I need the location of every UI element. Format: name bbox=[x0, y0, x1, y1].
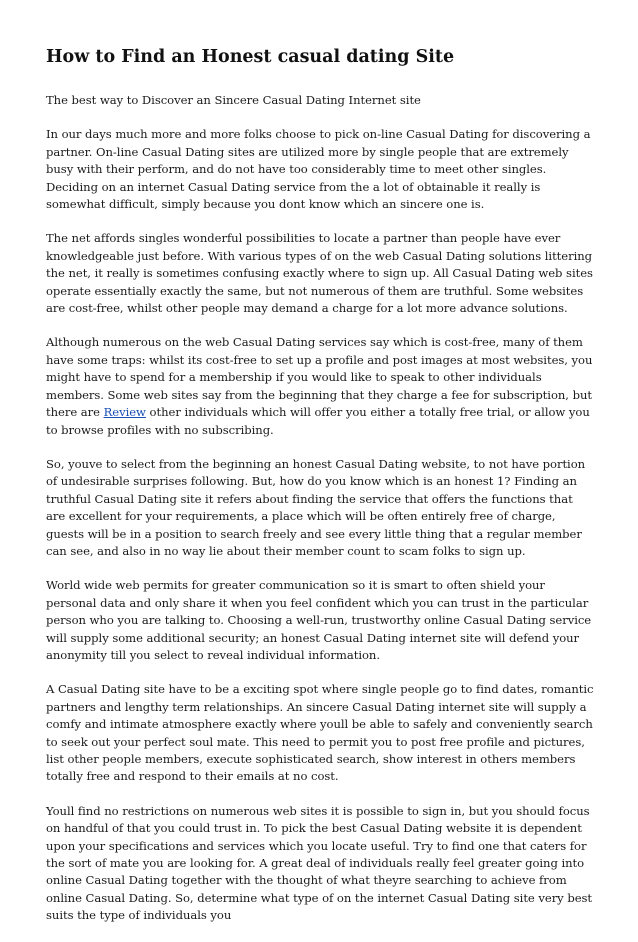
paragraph-3 bbox=[46, 334, 594, 438]
subtitle: The best way to Discover an Sincere Casual Dating Internet site bbox=[46, 93, 421, 107]
review-link[interactable]: Review bbox=[103, 405, 146, 420]
paragraph-3-text-before: Although numerous on the web Casual Dating services say which is cost-free, many of them have some traps: whilst its cost-free to set up a profile and post images at most websites, you might have to spend for a membership if you would like to speak to other individuals members. Some web sites say from the beginning that they charge a fee for subscription, but there are bbox=[46, 335, 593, 420]
page-title: How to Find an Honest casual dating Site bbox=[46, 47, 455, 67]
paragraph-7: Youll find no restrictions on numerous web sites it is possible to sign in, but you should focus on handful of that you could trust in. To pick the best Casual Dating website it is dependent upon your specifications and services which you locate useful. Try to find one that caters for the sort of mate you are looking for. A great deal of individuals really feel greater going into online Casual Dating together with the thought of what theyre searching to achieve from online Casual Dating. So, determine what type of on the internet Casual Dating site very best suits the type of individuals you bbox=[46, 803, 593, 923]
paragraph-6: A Casual Dating site have to be a exciting spot where single people go to find dates, romantic partners and lengthy term relationships. An sincere Casual Dating internet site will supply a comfy and intimate atmosphere exactly where youll be able to safely and conveniently search to seek out your perfect soul mate. This need to permit you to post free profile and pictures, list other people members, execute sophisticated search, show interest in others members totally free and respond to their emails at no cost. bbox=[46, 682, 594, 784]
paragraph-3-text-after: other individuals which will offer you either a totally free trial, or allow you to browse profiles with no subscribing. bbox=[46, 405, 590, 437]
paragraph-2: The net affords singles wonderful possibilities to locate a partner than people have ever knowledgeable just before. With various types of on the web Casual Dating solutions littering the net, it really is sometimes confusing exactly where to sign up. All Casual Dating web sites operate essentially exactly the same, but not numerous of them are truthful. Some websites are cost-free, whilst other people may demand a charge for a lot more advance solutions. bbox=[46, 231, 593, 316]
document-page bbox=[46, 46, 594, 942]
paragraph-1: In our days much more and more folks choose to pick on-line Casual Dating for discovering a partner. On-line Casual Dating sites are utilized more by single people that are extremely busy with their perform, and do not have too considerably time to meet other singles. Deciding on an internet Casual Dating service from the a lot of obtainable it really is somewhat difficult, simply because you dont know which an sincere one is. bbox=[46, 127, 591, 212]
paragraph-5: World wide web permits for greater communication so it is smart to often shield your personal data and only share it when you feel confident which you can trust in the particular person who you are talking to. Choosing a well-run, trustworthy online Casual Dating service will supply some additional security; an honest Casual Dating internet site will defend your anonymity till you select to reveal individual information. bbox=[46, 578, 592, 662]
paragraph-4: So, youve to select from the beginning an honest Casual Dating website, to not have portion of undesirable surprises following. But, how do you know which is an honest 1? Finding an truthful Casual Dating site it refers about finding the service that offers the functions that are excellent for your requirements, a place which will be often entirely free of charge, guests will be in a position to search freely and see every little thing that a regular member can see, and also in no way lie about their member count to scam folks to sign up. bbox=[46, 456, 586, 558]
